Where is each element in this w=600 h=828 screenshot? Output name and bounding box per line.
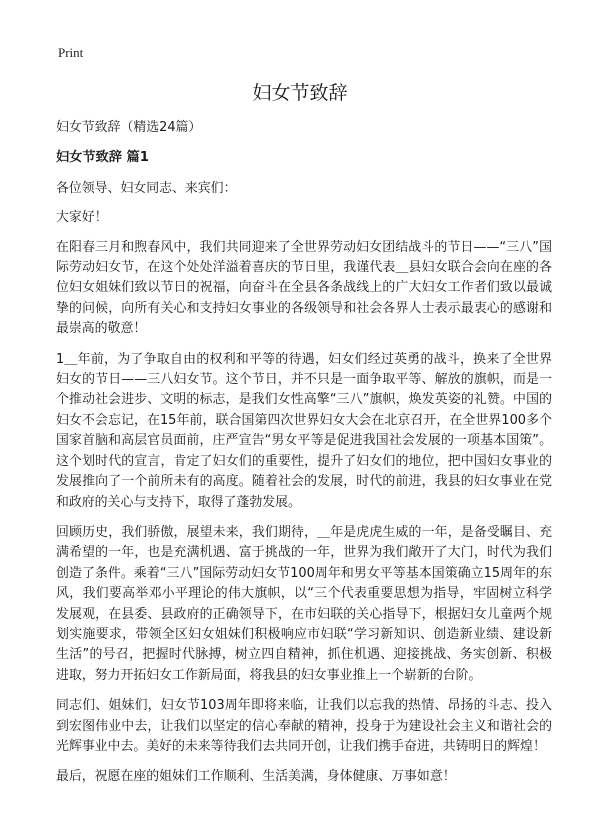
- section-heading: 妇女节致辞 篇1: [56, 150, 149, 166]
- print-link[interactable]: Print: [58, 45, 84, 60]
- page-title: 妇女节致辞: [252, 82, 348, 104]
- body-paragraph: 回顾历史，我们骄傲，展望未来，我们期待，＿年是虎虎生威的一年，是备受瞩目、充满希望的一年，也是充满机遇、富于挑战的一年，世界为我们敞开了大门，时代为我们创造了条件。乘着“三八”国际劳动妇女节100周年和男女平等基本国策确立15周年的东风，我们要高举邓小平理论的伟大旗帜，以“三个代表重要思想为指导，牢固树立科学发展观，在县委、县政府的正确领导下，在市妇联的关心指导下，根据妇女儿童两个规划实施要求，带领全区妇女姐妹们积极响应市妇联“学习新知识、创造新业绩、建设新生活”的号召，把握时代脉搏，树立四自精神，抓住机遇、迎接挑战、务实创新、积极进取，努力开拓妇女工作新局面，将我县的妇女事业推上一个崭新的台阶。: [56, 524, 552, 683]
- document-subtitle: 妇女节致辞（精选24篇）: [56, 120, 202, 135]
- salutation-paragraph: 各位领导、妇女同志、来宾们：: [56, 180, 237, 196]
- greeting-paragraph: 大家好！: [56, 210, 108, 226]
- body-paragraph: 同志们、姐妹们，妇女节103周年即将来临，让我们以忘我的热情、昂扬的斗志、投入到宏图伟业中去，让我们以坚定的信心奉献的精神，投身于为建设社会主义和谐社会的光辉事业中去。美好的未来等待我们去共同开创，让我们携手奋进，共铸明日的辉煌！: [56, 698, 552, 754]
- closing-paragraph: 最后，祝愿在座的姐妹们工作顺利、生活美满，身体健康、万事如意！: [56, 769, 456, 785]
- document-body: [56, 118, 552, 798]
- body-paragraph: 在阳春三月和煦春风中，我们共同迎来了全世界劳动妇女团结战斗的节日——“三八”国际劳动妇女节，在这个处处洋溢着喜庆的节日里，我谨代表＿县妇女联合会向在座的各位妇女姐妹们致以节日的祝福，向奋斗在全县各条战线上的广大妇女工作者们致以最诚挚的问候，向所有关心和支持妇女事业的各级领导和社会各界人士表示最衷心的感谢和最崇高的敬意！: [56, 239, 552, 337]
- body-paragraph: 1＿年前，为了争取自由的权利和平等的待遇，妇女们经过英勇的战斗，换来了全世界妇女的节日——三八妇女节。这个节日，并不只是一面争取平等、解放的旗帜，而是一个推动社会进步、文明的标志，是我们女性高擎“三八”旗帜，焕发英姿的礼赞。中国的妇女不会忘记，在15年前，联合国第四次世界妇女大会在北京召开，在全世界100多个国家首脑和高层官员面前，庄严宣告“男女平等是促进我国社会发展的一项基本国策”。这个划时代的宣言，肯定了妇女们的重要性，提升了妇女们的地位，把中国妇女事业的发展推向了一个前所未有的高度。随着社会的发展，时代的前进，我县的妇女事业在党和政府的关心与支持下，取得了蓬勃发展。: [56, 351, 552, 510]
